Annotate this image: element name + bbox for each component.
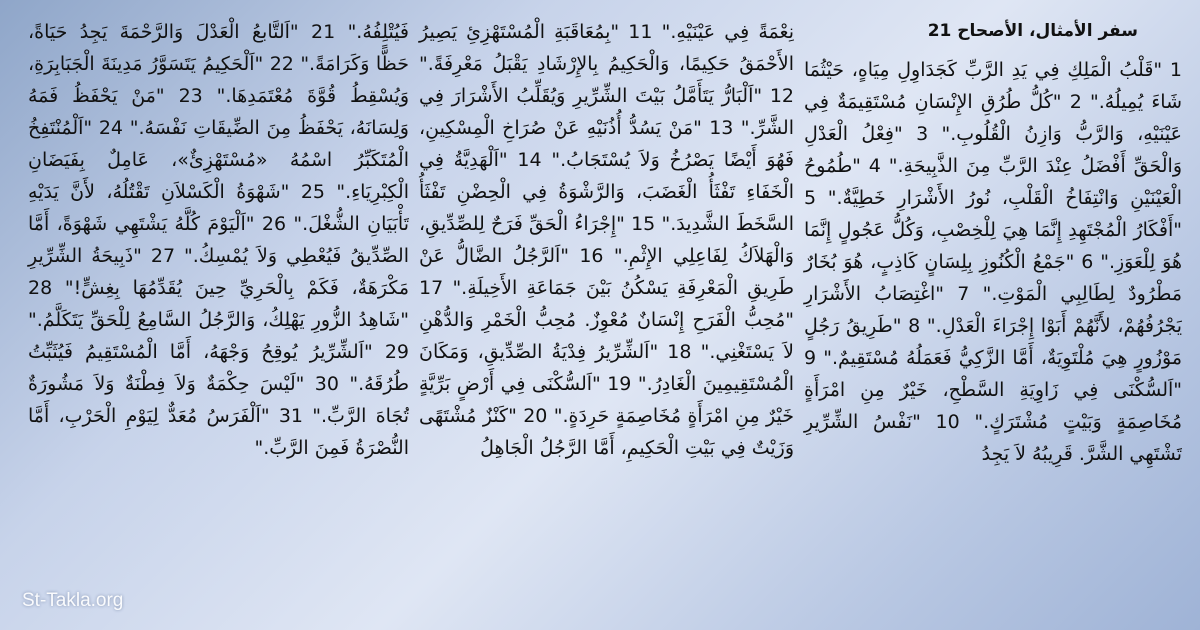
column-3-text: فَيُتْلِفُهُ." 21 "اَلتَّابعُ الْعَدْلَ وَالرَّحْمَةَ يَجِدُ حَيَاةً، حَظًّا وَكَرَامَةً." 22 "اَلْحَكِيمُ يَتَسَوَّرُ مَدِينَةَ الْجَبَابِرَةِ، وَيُسْقِطُ قُوَّةَ مُعْتَمَدِهَا." 23 "مَنْ يَحْفَظُ فَمَهُ وَلِسَانَهُ، يَحْفَظُ مِنَ الضِّيقَاتِ نَفْسَهُ." 24 "اَلْمُنْتَفِخُ الْمُتَكَبِّرُ اسْمُهُ «مُسْتَهْزِئٌ»، عَامِلٌ بِفَيَضَانِ الْكِبْرِيَاءِ." 25 "شَهْوَةُ الْكَسْلاَنِ تَقْتُلُهُ، لأَنَّ يَدَيْهِ تَأْبَيَانِ الشُّغْلَ." 26 "اَلْيَوْمَ كُلَّهُ يَشْتَهِي شَهْوَةً، أَمَّا الصِّدِّيقُ فَيُعْطِي وَلاَ يُمْسِكُ." 27 "ذَبِيحَةُ الشِّرِّيرِ مَكْرَهَةٌ، فَكَمْ بِالْحَرِيِّ حِينَ يُقَدِّمُهَا بِغِشٍّ!" 28 "شَاهِدُ الزُّورِ يَهْلِكُ، وَالرَّجُلُ السَّامِعُ لِلْحَقِّ يَتَكَلَّمُ." 29 "اَلشِّرِّيرُ يُوقِحُ وَجْهَهُ، أَمَّا الْمُسْتَقِيمُ فَيُثَبِّتُ طُرُقَهُ." 30 "لَيْسَ حِكْمَةٌ وَلاَ فِطْنَةٌ وَلاَ مَشُورَةٌ تُجَاهَ الرَّبِّ." 31 "اَلْفَرَسُ مُعَدٌّ لِيَوْمِ الْحَرْبِ، أَمَّا النُّصْرَةُ فَمِنَ الرَّبِّ." xyxy=(28,21,409,459)
text-column-3 xyxy=(22,16,409,616)
site-watermark: St-Takla.org xyxy=(22,590,124,611)
text-column-2 xyxy=(409,16,794,616)
page-title: سفر الأمثال، الأصحاح 21 xyxy=(927,21,1138,41)
column-1-text: 1 "قَلْبُ الْمَلِكِ فِي يَدِ الرَّبِّ كَجَدَاوِلِ مِيَاهٍ، حَيْثُمَا شَاءَ يُمِيلُهُ." 2 "كُلُّ طُرُقِ الإِنْسَانِ مُسْتَقِيمَةٌ فِي عَيْنَيْهِ، وَالرَّبُّ وَازِنُ الْقُلُوبِ." 3 "فِعْلُ الْعَدْلِ وَالْحَقِّ أَفْضَلُ عِنْدَ الرَّبِّ مِنَ الذَّبِيحَةِ." 4 "طُمُوحُ الْعَيْنَيْنِ وَانْتِفَاخُ الْقَلْبِ، نُورُ الأَشْرَارِ خَطِيَّةٌ." 5 "أَفْكَارُ الْمُجْتَهِدِ إِنَّمَا هِيَ لِلْخِصْبِ، وَكُلُّ عَجُولٍ إِنَّمَا هُوَ لِلْعَوَزِ." 6 "جَمْعُ الْكُنُوزِ بِلِسَانٍ كَاذِبٍ، هُوَ بُخَارٌ مَطْرُودٌ لِطَالِبِي الْمَوْتِ." 7 "اغْتِصَابُ الأَشْرَارِ يَجْرُفُهُمْ، لأَنَّهُمْ أَبَوْا إِجْرَاءَ الْعَدْلِ." 8 "طَرِيقُ رَجُلٍ مَوْزُورٍ هِيَ مُلْتَوِيَةٌ، أَمَّا الزَّكِيُّ فَعَمَلُهُ مُسْتَقِيمٌ." 9 "اَلسُّكْنَى فِي زَاوِيَةِ السَّطْحِ، خَيْرٌ مِنِ امْرَأَةٍ مُخَاصِمَةٍ وَبَيْتٍ مُشْتَرَكٍ." 10 "نَفْسُ الشِّرِّيرِ تَشْتَهِي الشَّرَّ. قَرِيبُهُ لاَ يَجِدُ xyxy=(804,59,1182,465)
column-2-text: نِعْمَةً فِي عَيْنَيْهِ." 11 "بِمُعَاقَبَةِ الْمُسْتَهْزِئِ يَصِيرُ الأَحْمَقُ حَكِيمًا، وَالْحَكِيمُ بِالإِرْشَادِ يَقْبَلُ مَعْرِفَةً." 12 "اَلْبَارُّ يَتَأَمَّلُ بَيْتَ الشِّرِّيرِ وَيُقَلِّبُ الأَشْرَارَ فِي الشَّرِّ." 13 "مَنْ يَسُدُّ أُذُنَيْهِ عَنْ صُرَاخِ الْمِسْكِينِ، فَهُوَ أَيْضًا يَصْرُخُ وَلاَ يُسْتَجَابُ." 14 "اَلْهَدِيَّةُ فِي الْخَفَاءِ تَفْثَأُ الْغَضَبَ، وَالرَّشْوَةُ فِي الْحِضْنِ تَفْثَأُ السَّخَطَ الشَّدِيدَ." 15 "إِجْرَاءُ الْحَقِّ فَرَحٌ لِلصِّدِّيقِ، وَالْهَلاَكُ لِفَاعِلِي الإِثْمِ." 16 "اَلرَّجُلُ الضَّالُّ عَنْ طَرِيقِ الْمَعْرِفَةِ يَسْكُنُ بَيْنَ جَمَاعَةِ الأَخِيلَةِ." 17 "مُحِبُّ الْفَرَحِ إِنْسَانٌ مُعْوِزٌ. مُحِبُّ الْخَمْرِ وَالدُّهْنِ لاَ يَسْتَغْنِي." 18 "اَلشِّرِّيرُ فِدْيَةُ الصِّدِّيقِ، وَمَكَانَ الْمُسْتَقِيمِينَ الْغَادِرُ." 19 "اَلسُّكْنَى فِي أَرْضٍ بَرِّيَّةٍ خَيْرٌ مِنِ امْرَأَةٍ مُخَاصِمَةٍ حَرِدَةٍ." 20 "كَنْزٌ مُشْتَهًى وَزَيْتٌ فِي بَيْتِ الْحَكِيمِ، أَمَّا الرَّجُلُ الْجَاهِلُ xyxy=(419,21,794,459)
text-column-1 xyxy=(794,16,1182,616)
